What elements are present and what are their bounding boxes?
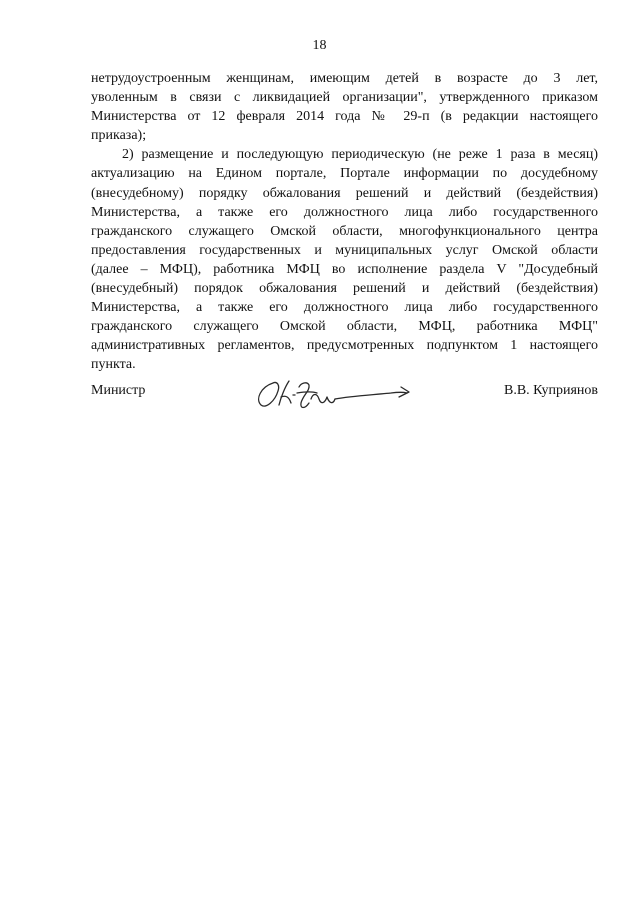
body-line: (внесудебный) порядок обжалования решений и действий (бездействия) bbox=[91, 281, 598, 297]
signatory-name: В.В. Куприянов bbox=[504, 383, 598, 398]
body-line: Министерства, а также его должностного лица либо государственного bbox=[91, 204, 598, 220]
body-line: приказа); bbox=[91, 128, 147, 144]
body-line: гражданского служащего Омской области, многофункционального центра bbox=[91, 223, 598, 239]
body-line: Министерства, а также его должностного лица либо государственного bbox=[91, 300, 598, 316]
signatory-title: Министр bbox=[91, 383, 146, 398]
document-body bbox=[91, 69, 598, 375]
body-line: 2) размещение и последующую периодическую (не реже 1 раза в месяц) bbox=[122, 147, 598, 163]
body-line: пункта. bbox=[91, 357, 136, 373]
body-line: гражданского служащего Омской области, МФЦ, работника МФЦ" bbox=[91, 319, 598, 335]
body-line: (внесудебному) порядку обжалования решений и действий (бездействия) bbox=[91, 185, 598, 201]
page-number: 18 bbox=[312, 38, 327, 53]
body-line: Министерства от 12 февраля 2014 года № 29-п (в редакции настоящего bbox=[91, 109, 598, 125]
signature-strokes bbox=[259, 381, 409, 408]
signature-block bbox=[91, 375, 598, 415]
body-line: административных регламентов, предусмотренных подпунктом 1 настоящего bbox=[91, 338, 598, 354]
handwritten-signature bbox=[251, 375, 421, 413]
body-line: предоставления государственных и муниципальных услуг Омской области bbox=[91, 242, 598, 258]
body-line: (далее – МФЦ), работника МФЦ во исполнение раздела V "Досудебный bbox=[91, 261, 598, 277]
body-line: нетрудоустроенным женщинам, имеющим детей в возрасте до 3 лет, bbox=[91, 71, 598, 86]
body-line: уволенным в связи с ликвидацией организации", утвержденного приказом bbox=[91, 90, 598, 106]
body-line: актуализацию на Едином портале, Портале информации по досудебному bbox=[91, 166, 598, 182]
